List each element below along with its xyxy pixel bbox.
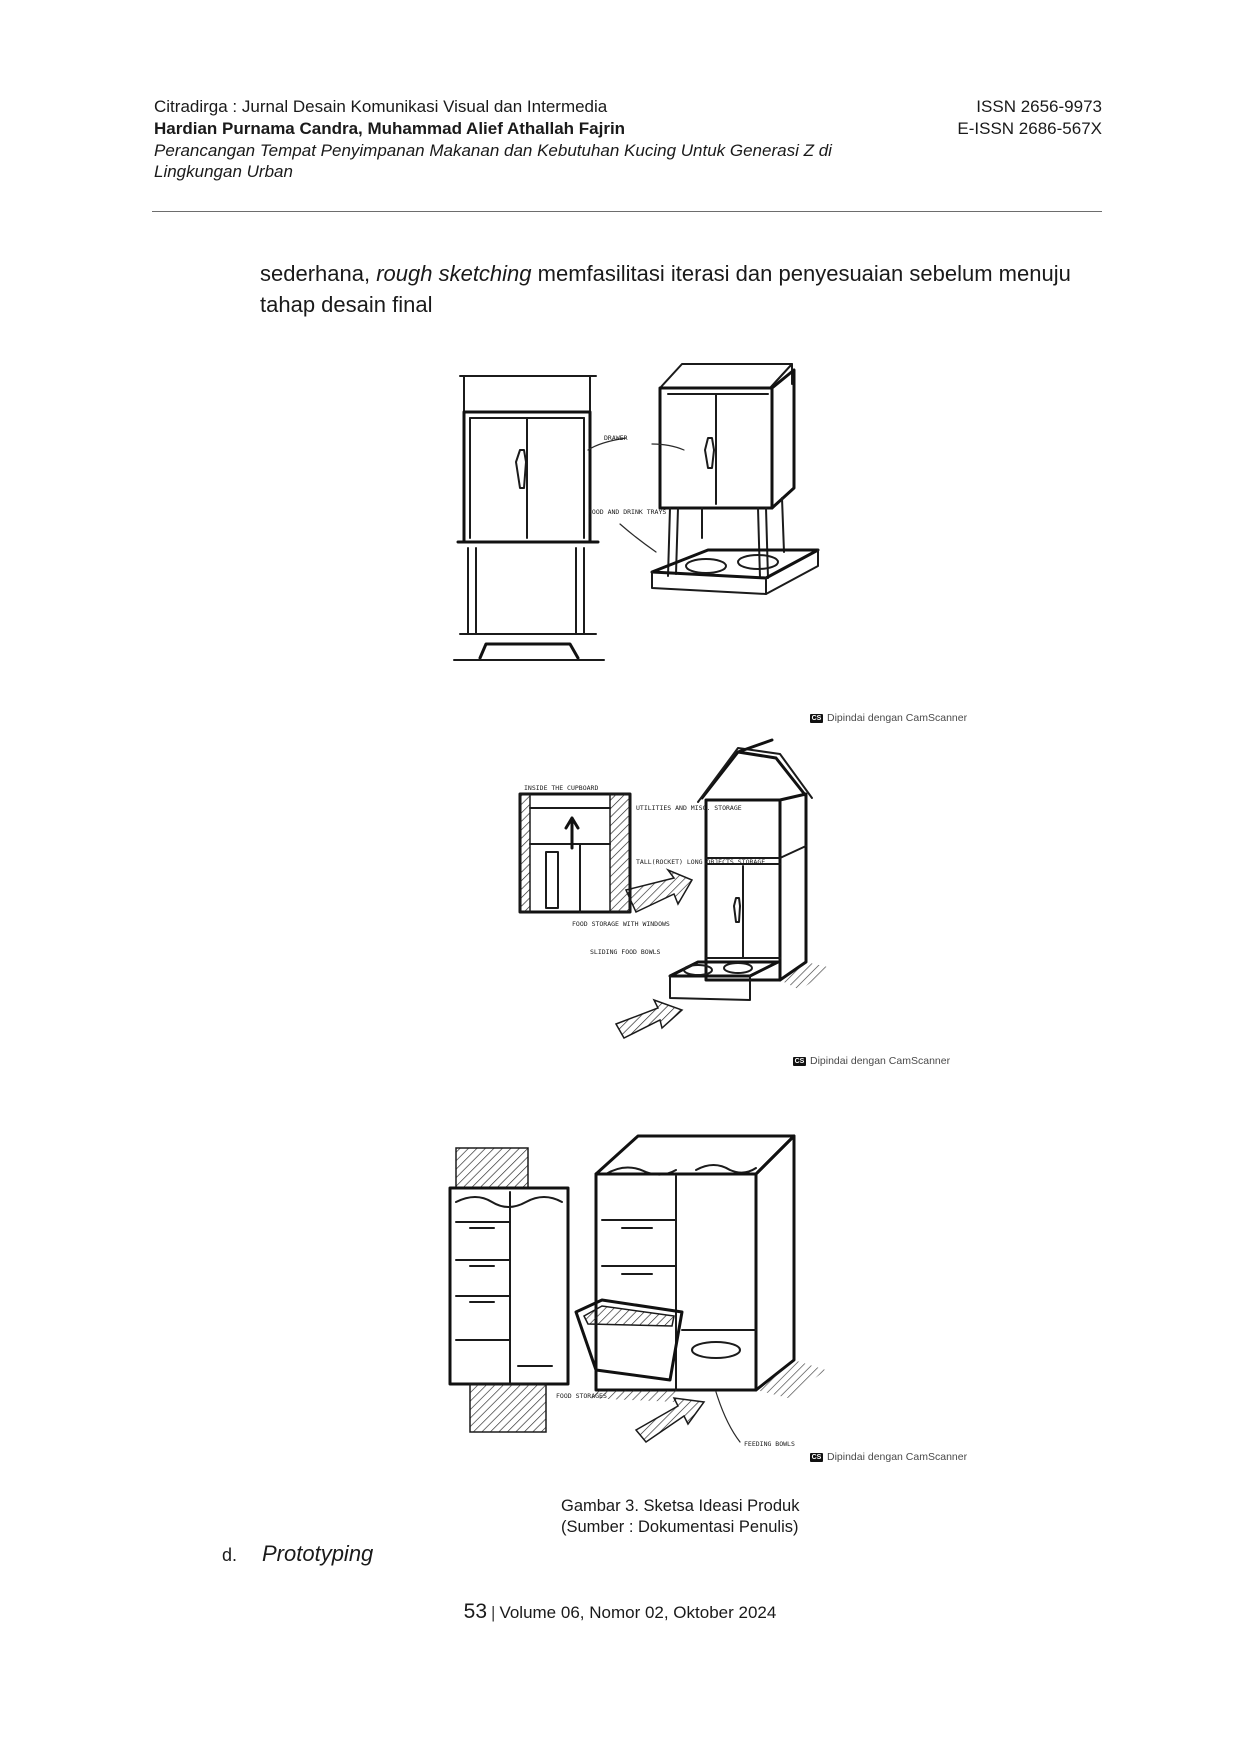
note-utilities: UTILITIES AND MISC. STORAGE bbox=[636, 804, 742, 812]
figure-caption bbox=[561, 1496, 799, 1538]
note-feeding-bowls: FEEDING BOWLS bbox=[744, 1440, 795, 1448]
article-title: Perancangan Tempat Penyimpanan Makanan dan Kebutuhan Kucing Untuk Generasi Z di Lingkungan Urban bbox=[154, 141, 832, 181]
camscanner-watermark bbox=[810, 712, 967, 724]
note-drawer: DRAWER bbox=[604, 434, 628, 442]
note-inside-cupboard: INSIDE THE CUPBOARD bbox=[524, 784, 599, 792]
camscanner-icon: CS bbox=[794, 1057, 805, 1065]
cabinet-perspective-drawing bbox=[588, 364, 818, 594]
sketch-drawer-cabinet bbox=[426, 1080, 956, 1480]
journal-name: Citradirga : Jurnal Desain Komunikasi Visual dan Intermedia bbox=[154, 97, 608, 116]
sketch-house-cupboard bbox=[460, 738, 930, 1076]
drawer-cabinet-perspective bbox=[556, 1136, 826, 1448]
note-food-storages: FOOD STORAGES bbox=[556, 1392, 607, 1400]
subsection-letter: d. bbox=[222, 1545, 238, 1565]
camscanner-icon: CS bbox=[811, 714, 822, 722]
subsection-heading bbox=[222, 1540, 373, 1569]
note-tall-storage: TALL(ROCKET) LONG OBJECTS STORAGE bbox=[636, 858, 766, 866]
header-divider bbox=[152, 211, 1102, 212]
note-food-drink-trays: FOOD AND DRINK TRAYS bbox=[588, 508, 667, 516]
footer-separator: | bbox=[491, 1603, 496, 1622]
caption-title: Gambar 3. Sketsa Ideasi Produk bbox=[561, 1497, 800, 1515]
sketch-cabinet-on-legs bbox=[420, 338, 960, 738]
issue-info: Volume 06, Nomor 02, Oktober 2024 bbox=[499, 1603, 777, 1622]
cabinet-elevation-drawing bbox=[454, 376, 604, 660]
camscanner-text: Dipindai dengan CamScanner bbox=[810, 1055, 951, 1067]
note-sliding-bowls: SLIDING FOOD BOWLS bbox=[590, 948, 661, 956]
camscanner-text: Dipindai dengan CamScanner bbox=[827, 1451, 968, 1463]
body-paragraph bbox=[260, 258, 1106, 320]
paragraph-start: sederhana, bbox=[260, 261, 377, 286]
page-number: 53 bbox=[463, 1600, 488, 1623]
camscanner-text: Dipindai dengan CamScanner bbox=[827, 712, 968, 724]
caption-source: (Sumber : Dokumentasi Penulis) bbox=[561, 1518, 799, 1536]
page-footer bbox=[0, 1601, 1240, 1624]
running-header bbox=[154, 96, 914, 182]
subsection-title: Prototyping bbox=[262, 1541, 374, 1566]
drawer-cabinet-elevation bbox=[450, 1148, 568, 1432]
note-food-storage-windows: FOOD STORAGE WITH WINDOWS bbox=[572, 920, 670, 928]
eissn: E-ISSN 2686-567X bbox=[957, 119, 1102, 138]
cupboard-section-drawing bbox=[520, 784, 765, 928]
camscanner-watermark bbox=[793, 1055, 950, 1067]
camscanner-icon: CS bbox=[811, 1453, 822, 1461]
article-authors: Hardian Purnama Candra, Muhammad Alief Athallah Fajrin bbox=[154, 119, 626, 138]
camscanner-watermark bbox=[810, 1451, 967, 1463]
paragraph-italic-term: rough sketching bbox=[376, 261, 532, 286]
issn-block bbox=[957, 96, 1102, 140]
paragraph-end: memfasilitasi iterasi dan penyesuaian sebelum menuju tahap desain final bbox=[260, 261, 1071, 317]
issn: ISSN 2656-9973 bbox=[976, 97, 1102, 116]
